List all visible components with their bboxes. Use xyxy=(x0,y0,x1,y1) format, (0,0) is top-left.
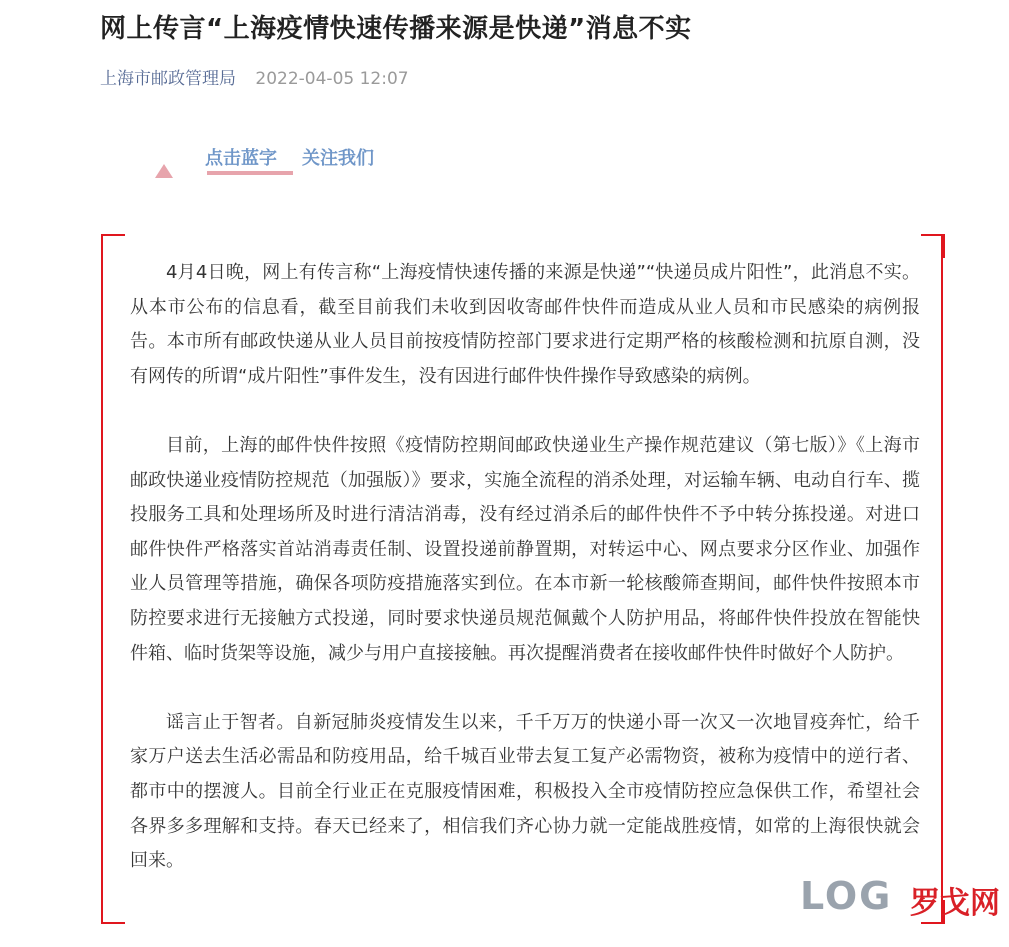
paragraph-3: 谣言止于智者。自新冠肺炎疫情发生以来，千千万万的快递小哥一次又一次地冒疫奔忙，给千家万户送去生活必需品和防疫用品，给千城百业带去复工复产必需物资，被称为疫情中的逆行者、都市中的摆渡人。目前全行业正在克服疫情困难，积极投入全市疫情防控应急保供工作，希望社会各界多多理解和支持。春天已经来了，相信我们齐心协力就一定能战胜疫情，如常的上海很快就会回来。 xyxy=(130,711,920,872)
source-account-link[interactable]: 上海市邮政管理局 xyxy=(100,69,236,89)
follow-underline xyxy=(207,171,293,175)
follow-text-follow-us: 关注我们 xyxy=(302,148,374,169)
frame-corner-top-left xyxy=(101,234,125,258)
watermark-latin: LOG xyxy=(800,874,893,918)
frame-right-line xyxy=(941,234,943,922)
article-title: 网上传言“上海疫情快速传播来源是快递”消息不实 xyxy=(100,14,692,44)
frame-corner-bottom-left xyxy=(101,900,125,924)
publish-date: 2022-04-05 12:07 xyxy=(255,69,409,89)
watermark-chinese: 罗戈网 xyxy=(910,886,1000,921)
triangle-up-icon xyxy=(155,164,173,178)
frame-corner-top-right xyxy=(921,234,945,258)
frame-left-line xyxy=(101,234,103,922)
logo-watermark xyxy=(800,872,1005,922)
follow-text-click-blue: 点击蓝字 xyxy=(205,148,277,169)
article-body xyxy=(130,256,920,879)
article-meta xyxy=(100,64,409,89)
follow-banner[interactable] xyxy=(155,144,415,184)
paragraph-2: 目前，上海的邮件快件按照《疫情防控期间邮政快递业生产操作规范建议（第七版）》《上海市邮政快递业疫情防控规范（加强版）》要求，实施全流程的消杀处理，对运输车辆、电动自行车、揽投服务工具和处理场所及时进行清洁消毒，没有经过消杀后的邮件快件不予中转分拣投递。对进口邮件快件严格落实首站消毒责任制、设置投递前静置期，对转运中心、网点要求分区作业、加强作业人员管理等措施，确保各项防疫措施落实到位。在本市新一轮核酸筛查期间，邮件快件按照本市防控要求进行无接触方式投递，同时要求快递员规范佩戴个人防护用品，将邮件快件投放在智能快件箱、临时货架等设施，减少与用户直接接触。再次提醒消费者在接收邮件快件时做好个人防护。 xyxy=(130,434,920,664)
paragraph-1: 4月4日晚，网上有传言称“上海疫情快速传播的来源是快递”“快递员成片阳性”，此消息不实。从本市公布的信息看，截至目前我们未收到因收寄邮件快件而造成从业人员和市民感染的病例报告。本市所有邮政快递从业人员目前按疫情防控部门要求进行定期严格的核酸检测和抗原自测，没有网传的所谓“成片阳性”事件发生，没有因进行邮件快件操作导致感染的病例。 xyxy=(130,262,920,387)
